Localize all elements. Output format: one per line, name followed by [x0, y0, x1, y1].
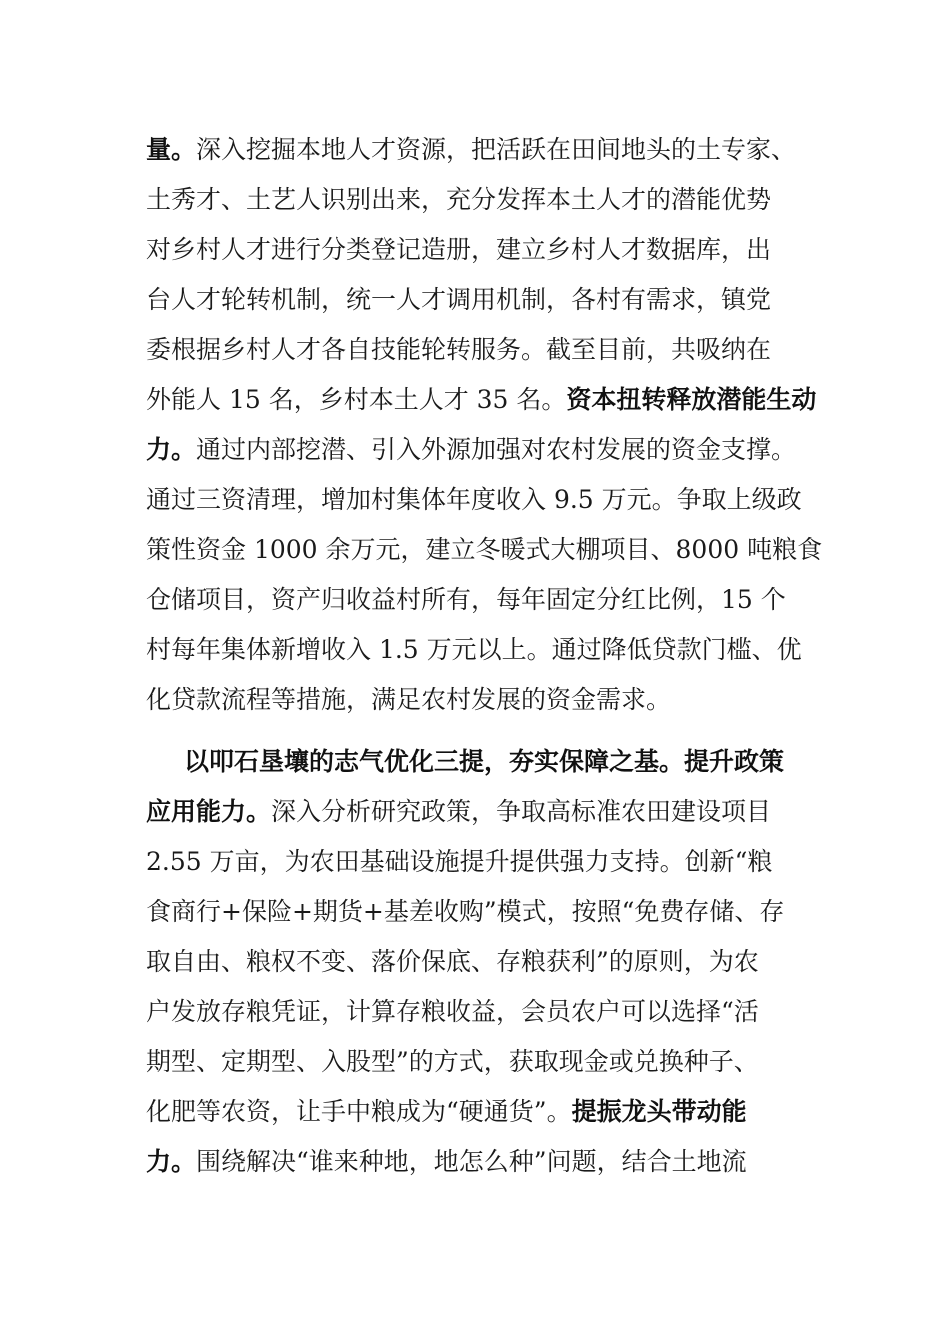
body-text: 期型、定期型、入股型”的方式，获取现金或兑换种子、 [146, 1047, 759, 1076]
text-line [146, 987, 826, 1037]
body-text: 食商行+保险+期货+基差收购”模式，按照“免费存储、存 [146, 897, 785, 926]
text-line [146, 837, 826, 887]
body-text: 户发放存粮凭证，计算存粮收益，会员农户可以选择“活 [146, 997, 759, 1026]
bold-text: 资本扭转释放潜能生动 [566, 385, 817, 414]
text-line [146, 1087, 826, 1137]
text-line [146, 575, 826, 625]
body-text: 台人才轮转机制，统一人才调用机制，各村有需求，镇党 [146, 285, 772, 314]
text-line [146, 1037, 826, 1087]
body-text: 委根据乡村人才各自技能轮转服务。截至目前，共吸纳在 [146, 335, 772, 364]
bold-text: 力。 [146, 435, 197, 464]
text-line [146, 887, 826, 937]
body-text: 取自由、粮权不变、落价保底、存粮获利”的原则，为农 [146, 947, 759, 976]
body-text: 化肥等农资，让手中粮成为“硬通货”。 [146, 1097, 572, 1126]
body-text: 通过三资清理，增加村集体年度收入 9.5 万元。争取上级政 [146, 485, 802, 514]
body-text: 深入挖掘本地人才资源，把活跃在田间地头的土专家、 [196, 135, 797, 164]
body-text: 对乡村人才进行分类登记造册，建立乡村人才数据库，出 [146, 235, 772, 264]
text-line [146, 525, 826, 575]
text-line [146, 325, 826, 375]
body-text: 通过内部挖潜、引入外源加强对农村发展的资金支撑。 [196, 435, 797, 464]
text-line [146, 125, 826, 175]
bold-text: 力。 [146, 1147, 197, 1176]
text-line [146, 225, 826, 275]
text-line [146, 787, 826, 837]
body-text: 化贷款流程等措施，满足农村发展的资金需求。 [146, 685, 672, 714]
bold-text: 量。 [146, 135, 197, 164]
text-line [146, 475, 826, 525]
body-text: 仓储项目，资产归收益村所有，每年固定分红比例，15 个 [146, 585, 786, 614]
text-line [146, 937, 826, 987]
text-line [146, 1137, 826, 1187]
text-line [146, 175, 826, 225]
text-line [146, 425, 826, 475]
bold-text: 提振龙头带动能 [571, 1097, 747, 1126]
body-text: 外能人 15 名，乡村本土人才 35 名。 [146, 385, 567, 414]
body-text: 围绕解决“谁来种地，地怎么种”问题，结合土地流 [196, 1147, 747, 1176]
body-text: 深入分析研究政策，争取高标准农田建设项目 [271, 797, 772, 826]
bold-text: 应用能力。 [146, 797, 272, 826]
body-text: 土秀才、土艺人识别出来，充分发挥本土人才的潜能优势 [146, 185, 772, 214]
body-text: 2.55 万亩，为农田基础设施提升提供强力支持。创新“粮 [146, 847, 773, 876]
text-line [146, 375, 826, 425]
text-line [184, 737, 826, 787]
text-line [146, 275, 826, 325]
body-text: 策性资金 1000 余万元，建立冬暖式大棚项目、8000 吨粮食 [146, 535, 823, 564]
bold-text: 以叩石垦壤的志气优化三提，夯实保障之基。提升政策 [184, 747, 785, 776]
body-text: 村每年集体新增收入 1.5 万元以上。通过降低贷款门槛、优 [146, 635, 802, 664]
text-line [146, 625, 826, 675]
text-line [146, 675, 826, 725]
